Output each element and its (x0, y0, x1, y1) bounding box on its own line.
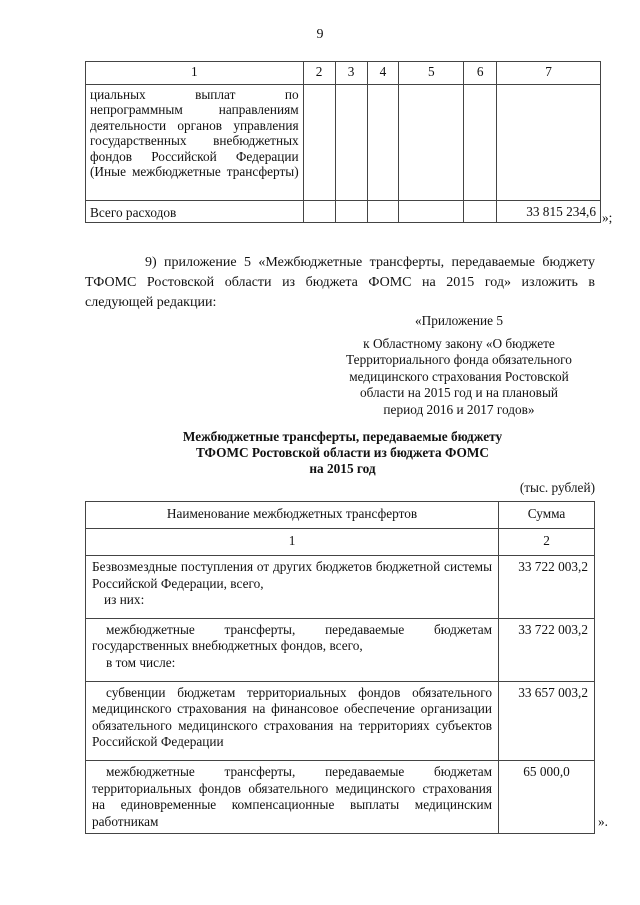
row-value: 33 722 003,2 (499, 556, 595, 619)
row-value: 65 000,0 (499, 760, 595, 833)
appendix-title: «Приложение 5 (415, 313, 503, 328)
title-line: ТФОМС Ростовской области из бюджета ФОМС (195, 445, 490, 460)
expenses-table-continuation (85, 61, 601, 223)
document-title (120, 429, 565, 477)
unit-label: (тыс. рублей) (519, 480, 595, 495)
appendix-line: медицинского страхования Ростовской (349, 368, 569, 384)
row-value: 33 722 003,2 (499, 618, 595, 681)
table1-col-header: 4 (367, 62, 399, 85)
row-subtext: в том числе: (106, 654, 176, 670)
row-text: Безвозмездные поступления от других бюджетов бюджетной системы Российской Федерации, всего, (92, 559, 493, 591)
appendix-line: к Областному закону «О бюджете (363, 335, 555, 351)
expense-description: циальных выплат по непрограммным направлениям деятельности органов управления государственных внебюджетных фондов Российской Федерации (Иные межбюджетные трансферты) (86, 85, 304, 201)
transfers-table (85, 501, 595, 834)
table2-numbering-row (86, 529, 595, 556)
table1-col-header: 2 (303, 62, 335, 85)
title-line: на 2015 год (309, 461, 376, 476)
table1-col-header: 1 (86, 62, 304, 85)
table-row (86, 556, 595, 619)
row-value: 33 657 003,2 (499, 681, 595, 760)
appendix-line: Территориального фонда обязательного (346, 352, 572, 367)
row-text: субвенции бюджетам территориальных фондов обязательного медицинского страхования на финансовое обеспечение организации обязательного медицинского страхования на территориях субъектов Российской Федерации (92, 684, 493, 750)
table1-header-row (86, 62, 601, 85)
table1-col-header: 5 (399, 62, 464, 85)
appendix-line: период 2016 и 2017 годов» (383, 401, 535, 417)
row-text: межбюджетные трансферты, передаваемые бюджетам территориальных фондов обязательного медицинского страхования на единовременные компенсационные выплаты медицинским работникам (92, 763, 493, 829)
col-header-name: Наименование межбюджетных трансфертов (86, 502, 499, 529)
table-row (86, 85, 601, 201)
table-row-total (86, 201, 601, 223)
total-label: Всего расходов (86, 201, 304, 223)
table-row (86, 618, 595, 681)
table2-header-row (86, 502, 595, 529)
total-suffix: »; (602, 210, 613, 225)
row-text: межбюджетные трансферты, передаваемые бюджетам государственных внебюджетных фондов, всего, (92, 621, 493, 654)
table2-end-suffix: ». (598, 814, 608, 829)
table-row (86, 681, 595, 760)
title-line: Межбюджетные трансферты, передаваемые бюджету (182, 429, 503, 444)
page-number: 9 (316, 27, 324, 42)
table-row (86, 760, 595, 833)
total-value: 33 815 234,6 (497, 201, 601, 223)
col-header-sum: Сумма (499, 502, 595, 529)
appendix-heading (320, 313, 598, 418)
table1-col-header: 3 (335, 62, 367, 85)
table1-col-header: 6 (464, 62, 497, 85)
amendment-paragraph: 9) приложение 5 «Межбюджетные трансферты, передаваемые бюджету ТФОМС Ростовской области из бюджета ФОМС на 2015 год» изложить в следующей редакции: (85, 255, 595, 310)
col-number: 1 (86, 529, 499, 556)
table1-col-header: 7 (497, 62, 601, 85)
appendix-line: области на 2015 год и на плановый (359, 385, 559, 400)
col-number: 2 (499, 529, 595, 556)
row-subtext: из них: (104, 592, 145, 608)
